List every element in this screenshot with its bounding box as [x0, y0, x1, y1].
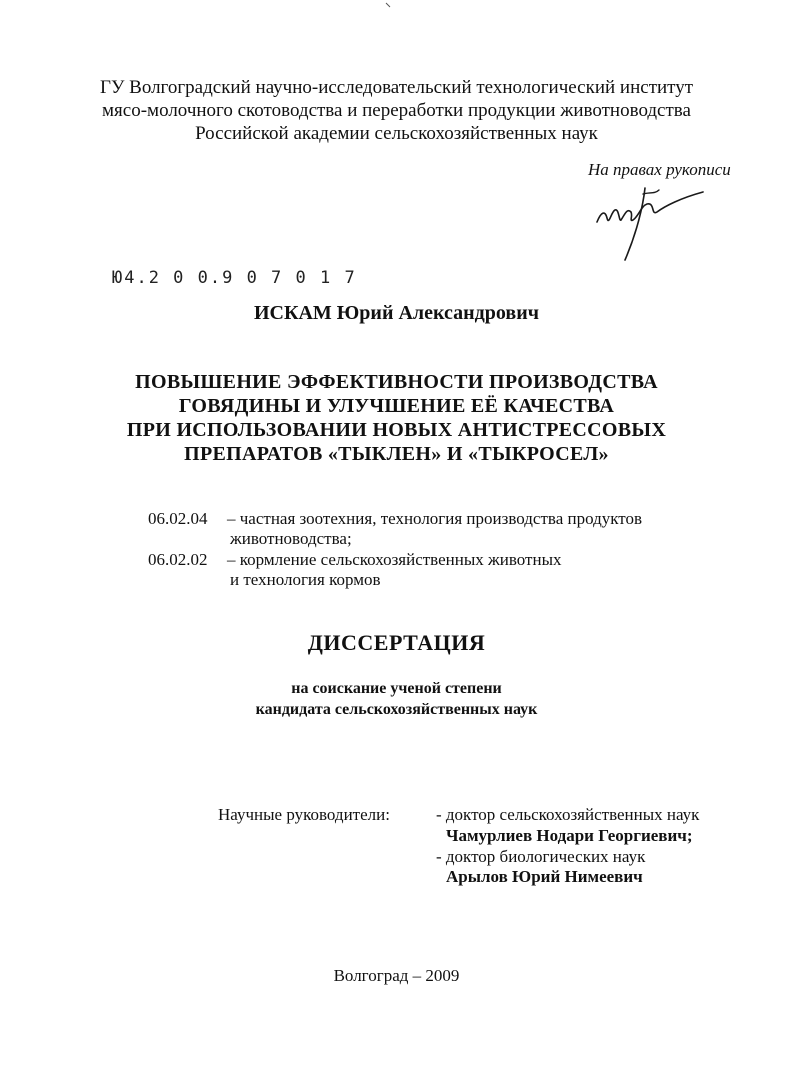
institution-line-1: ГУ Волгоградский научно-исследовательский технологический институт: [99, 77, 694, 98]
supervisor-1-name: Чамурлиев Нодари Георгиевич;: [446, 826, 693, 845]
supervisor-1-title: - доктор сельскохозяйственных наук: [436, 805, 700, 824]
specialty-text-1-cont: животноводства;: [230, 529, 352, 548]
specialty-code-1: 06.02.04: [148, 509, 208, 528]
supervisors-label: Научные руководители:: [218, 805, 390, 824]
institution-line-2: мясо-молочного скотоводства и переработки продукции животноводства: [102, 100, 691, 121]
specialty-text-2: – кормление сельскохозяйственных животных: [227, 550, 562, 569]
library-stamp-number: Ю4.2 0 0.9 0 7 0 1 7: [112, 268, 357, 288]
author-name: ИСКАМ Юрий Александрович: [253, 302, 540, 324]
signature-icon: [585, 182, 715, 262]
city-year: Волгоград – 2009: [333, 966, 460, 985]
title-line-1: ПОВЫШЕНИЕ ЭФФЕКТИВНОСТИ ПРОИЗВОДСТВА: [135, 371, 658, 393]
specialty-text-1: – частная зоотехния, технология производства продуктов: [227, 509, 643, 528]
specialty-code-2: 06.02.02: [148, 550, 208, 569]
scan-mark-icon: [385, 2, 391, 8]
document-type-heading: ДИССЕРТАЦИЯ: [307, 630, 486, 655]
specialty-text-2-cont: и технология кормов: [230, 570, 381, 589]
supervisor-2-name: Арылов Юрий Нимеевич: [446, 867, 643, 886]
degree-line-1: на соискание ученой степени: [291, 680, 502, 697]
institution-line-3: Российской академии сельскохозяйственных наук: [195, 123, 598, 144]
title-line-4: ПРЕПАРАТОВ «ТЫКЛЕН» И «ТЫКРОСЕЛ»: [184, 443, 609, 465]
title-line-3: ПРИ ИСПОЛЬЗОВАНИИ НОВЫХ АНТИСТРЕССОВЫХ: [126, 419, 667, 441]
title-line-2: ГОВЯДИНЫ И УЛУЧШЕНИЕ ЕЁ КАЧЕСТВА: [178, 395, 615, 417]
manuscript-rights-note: На правах рукописи: [588, 160, 731, 179]
degree-line-2: кандидата сельскохозяйственных наук: [255, 701, 538, 718]
supervisor-2-title: - доктор биологических наук: [436, 847, 646, 866]
